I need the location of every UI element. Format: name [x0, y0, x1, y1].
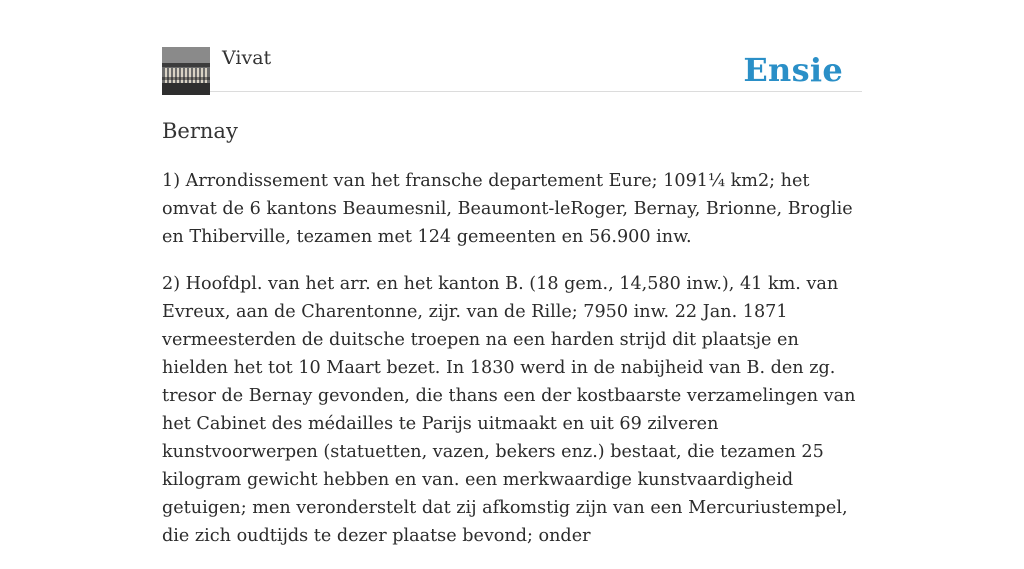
article-body	[162, 167, 864, 569]
avatar-image	[162, 47, 210, 95]
author-name[interactable]: Vivat	[222, 47, 272, 69]
paragraph: 1) Arrondissement van het fransche departement Eure; 1091¼ km2; het omvat de 6 kantons Beaumesnil, Beaumont-leRoger, Bernay, Brionne, Broglie en Thiberville, tezamen met 124 gemeenten en 56.900 inw.	[162, 171, 853, 247]
article-page	[162, 0, 862, 546]
site-header	[162, 46, 862, 92]
article-title: Bernay	[162, 119, 238, 143]
paragraph: 2) Hoofdpl. van het arr. en het kanton B. (18 gem., 14,580 inw.), 41 km. van Evreux, aan de Charentonne, zijr. van de Rille; 7950 inw. 22 Jan. 1871 vermeesterden de duitsche troepen na een harden strijd dit plaatsje en hielden het tot 10 Maart bezet. In 1830 werd in de nabijheid van B. den zg. tresor de Bernay gevonden, die thans een der kostbaarste verzamelingen van het Cabinet des médailles te Parijs uitmaakt en uit 69 zilveren kunstvoorwerpen (statuetten, vazen, bekers enz.) bestaat, die tezamen 25 kilogram gewicht hebben en van. een merkwaardige kunstvaardigheid getuigen; men veronderstelt dat zij afkomstig zijn van een Mercuriustempel, die zich oudtijds te dezer plaatse bevond; onder	[162, 274, 856, 546]
author-avatar[interactable]	[162, 47, 210, 95]
site-logo[interactable]: Ensie	[743, 51, 843, 89]
